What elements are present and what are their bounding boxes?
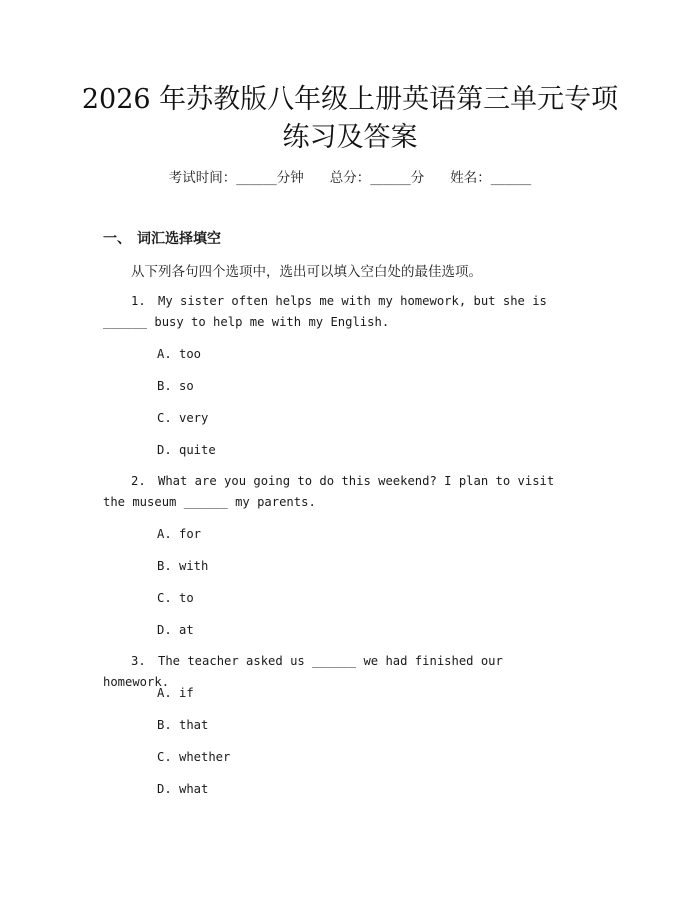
option-q2-c <box>157 588 194 608</box>
option-q3-d <box>157 779 208 799</box>
option-text: quite <box>179 443 216 457</box>
document-title-line-2: 练习及答案 <box>282 122 418 153</box>
option-text: to <box>179 591 194 605</box>
option-q2-a <box>157 524 201 544</box>
option-letter: B. <box>157 718 172 732</box>
option-text: for <box>179 527 202 541</box>
option-text: whether <box>179 750 231 764</box>
option-letter: D. <box>157 623 172 637</box>
option-text: at <box>179 623 194 637</box>
option-letter: D. <box>157 443 172 457</box>
option-text: with <box>179 559 209 573</box>
option-text: that <box>179 718 209 732</box>
option-letter: C. <box>157 750 172 764</box>
option-q1-d <box>157 440 216 460</box>
option-text: very <box>179 411 209 425</box>
option-letter: D. <box>157 782 172 796</box>
option-q3-a <box>157 683 194 703</box>
option-letter: C. <box>157 411 172 425</box>
option-q2-d <box>157 620 194 640</box>
option-letter: A. <box>157 347 172 361</box>
question-2 <box>103 471 573 513</box>
section-heading <box>103 229 221 249</box>
document-title-line-1: 2026 年苏教版八年级上册英语第三单元专项 <box>81 84 619 115</box>
question-number: 3. <box>131 654 146 668</box>
option-q3-b <box>157 715 208 735</box>
option-letter: B. <box>157 559 172 573</box>
section-instruction: 从下列各句四个选项中，选出可以填入空白处的最佳选项。 <box>131 264 482 280</box>
option-text: so <box>179 379 194 393</box>
option-text: too <box>179 347 202 361</box>
exam-time-field: 考试时间：______分钟 <box>168 170 304 186</box>
exam-info-line <box>0 168 700 188</box>
total-score-field: 总分：______分 <box>329 170 425 186</box>
question-text: The teacher asked us ______ we had finished our homework. <box>103 654 503 689</box>
option-text: what <box>179 782 209 796</box>
question-1 <box>103 291 573 333</box>
question-number: 1. <box>131 294 146 308</box>
question-text: My sister often helps me with my homework, but she is ______ busy to help me with my English. <box>103 294 547 329</box>
option-q1-a <box>157 344 201 364</box>
question-number: 2. <box>131 474 146 488</box>
section-number: 一、 <box>103 231 131 247</box>
option-letter: A. <box>157 686 172 700</box>
option-q3-c <box>157 747 230 767</box>
option-q1-b <box>157 376 194 396</box>
option-q2-b <box>157 556 208 576</box>
section-title: 词汇选择填空 <box>137 231 221 247</box>
option-letter: B. <box>157 379 172 393</box>
student-name-field: 姓名：______ <box>450 170 532 186</box>
question-text: What are you going to do this weekend? I plan to visit the museum ______ my parents. <box>103 474 555 509</box>
option-text: if <box>179 686 194 700</box>
option-letter: C. <box>157 591 172 605</box>
option-letter: A. <box>157 527 172 541</box>
option-q1-c <box>157 408 208 428</box>
